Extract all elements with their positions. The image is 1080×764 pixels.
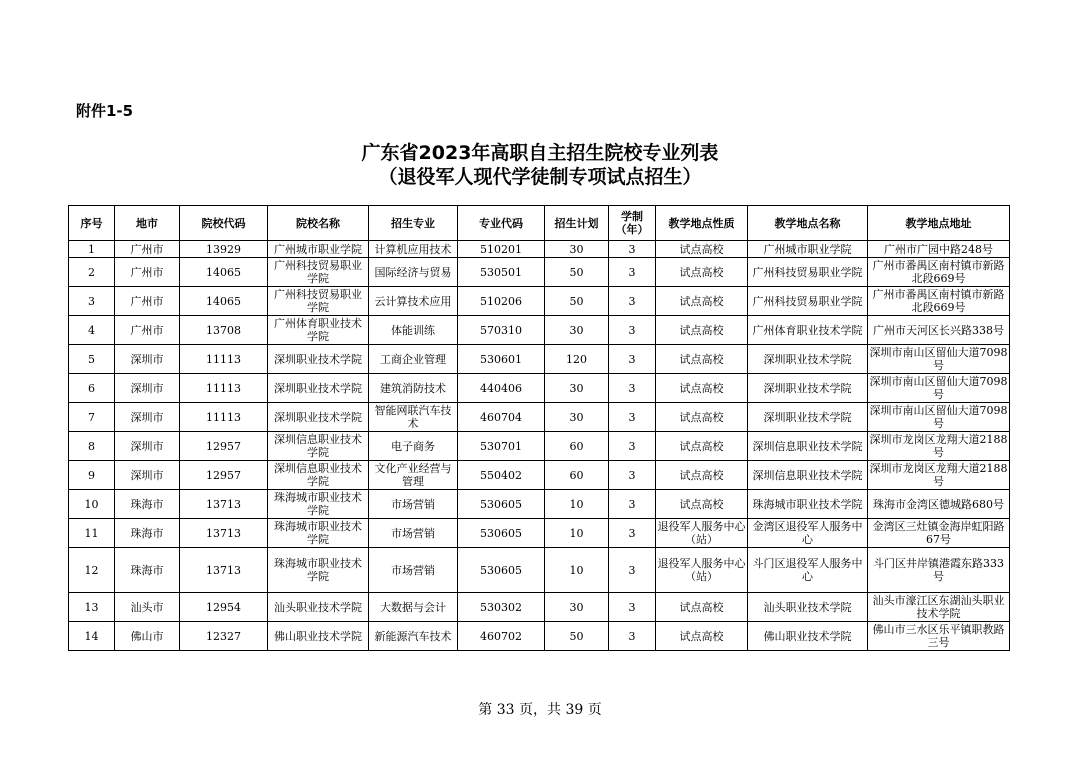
column-header: 教学地点名称 (748, 206, 868, 241)
page-subtitle: （退役军人现代学徒制专项试点招生） (378, 166, 702, 188)
table-cell: 13708 (180, 316, 268, 345)
table-cell: 深圳职业技术学院 (748, 374, 868, 403)
table-cell: 汕头职业技术学院 (268, 593, 369, 622)
table-cell: 广州科技贸易职业学院 (268, 287, 369, 316)
column-header: 专业代码 (458, 206, 545, 241)
table-cell: 试点高校 (656, 403, 748, 432)
table-cell: 50 (545, 287, 609, 316)
table-header-row (69, 206, 1010, 241)
table-cell: 退役军人服务中心（站） (656, 548, 748, 593)
table-cell: 530605 (458, 490, 545, 519)
table-cell: 9 (69, 461, 115, 490)
table-cell: 深圳职业技术学院 (748, 403, 868, 432)
table-cell: 13713 (180, 519, 268, 548)
page-title: 广东省2023年高职自主招生院校专业列表 (361, 142, 719, 164)
table-cell: 深圳市 (115, 461, 180, 490)
table-cell: 珠海市金湾区德城路680号 (868, 490, 1010, 519)
table-cell: 试点高校 (656, 622, 748, 651)
table-cell: 3 (609, 258, 656, 287)
table-cell: 广州市 (115, 241, 180, 258)
column-header: 招生专业 (369, 206, 458, 241)
column-header: 序号 (69, 206, 115, 241)
table-cell: 斗门区退役军人服务中心 (748, 548, 868, 593)
table-cell: 11113 (180, 345, 268, 374)
table-cell: 市场营销 (369, 490, 458, 519)
table-cell: 510206 (458, 287, 545, 316)
table-cell: 30 (545, 316, 609, 345)
table-cell: 电子商务 (369, 432, 458, 461)
table-cell: 文化产业经营与管理 (369, 461, 458, 490)
table-cell: 云计算技术应用 (369, 287, 458, 316)
table-cell: 1 (69, 241, 115, 258)
table-cell: 460702 (458, 622, 545, 651)
table-cell: 3 (609, 345, 656, 374)
table-cell: 珠海市 (115, 490, 180, 519)
column-header: 招生计划 (545, 206, 609, 241)
table-cell: 10 (545, 548, 609, 593)
table-cell: 3 (609, 622, 656, 651)
table-cell: 珠海城市职业技术学院 (268, 490, 369, 519)
table-cell: 深圳市南山区留仙大道7098号 (869, 404, 1008, 430)
table-cell: 8 (69, 432, 115, 461)
table-cell: 11 (69, 519, 115, 548)
table-body (69, 241, 1010, 651)
table-row (69, 316, 1010, 345)
table-cell: 530605 (458, 519, 545, 548)
table-row (69, 374, 1010, 403)
table-cell: 广州科技贸易职业学院 (748, 287, 868, 316)
table-row (69, 345, 1010, 374)
table-cell: 深圳市 (115, 432, 180, 461)
table-row (69, 593, 1010, 622)
table-cell: 12957 (180, 432, 268, 461)
table-cell: 深圳信息职业技术学院 (748, 461, 868, 490)
table-cell: 30 (545, 374, 609, 403)
table-cell: 530701 (458, 432, 545, 461)
table-cell: 10 (545, 519, 609, 548)
table-cell: 广州市 (115, 287, 180, 316)
column-header: 教学地点性质 (656, 206, 748, 241)
table-cell: 试点高校 (656, 258, 748, 287)
table-cell: 广州市 (115, 316, 180, 345)
table-cell: 试点高校 (656, 241, 748, 258)
table-cell: 广州科技贸易职业学院 (268, 258, 369, 287)
table-cell: 530302 (458, 593, 545, 622)
table-cell: 550402 (458, 461, 545, 490)
table-cell: 新能源汽车技术 (369, 622, 458, 651)
table-cell: 440406 (458, 374, 545, 403)
table-cell: 深圳信息职业技术学院 (268, 461, 369, 490)
table-cell: 广州城市职业学院 (268, 241, 369, 258)
table-row (69, 432, 1010, 461)
table-cell: 深圳职业技术学院 (268, 345, 369, 374)
table-cell: 广州市番禺区南村镇市新路北段669号 (868, 258, 1010, 287)
table-cell: 12954 (180, 593, 268, 622)
table-cell: 计算机应用技术 (369, 241, 458, 258)
table-cell: 珠海市 (115, 519, 180, 548)
table-cell: 570310 (458, 316, 545, 345)
table-cell: 广州体育职业技术学院 (748, 316, 868, 345)
table-cell: 13929 (180, 241, 268, 258)
table-cell: 广州市 (115, 258, 180, 287)
table-cell: 4 (69, 316, 115, 345)
table-cell: 530501 (458, 258, 545, 287)
column-header: 教学地点地址 (868, 206, 1010, 241)
table-cell: 3 (609, 316, 656, 345)
table-cell: 60 (545, 461, 609, 490)
table-cell: 广州市广园中路248号 (868, 241, 1010, 258)
table-cell: 珠海城市职业技术学院 (268, 548, 369, 593)
table-cell: 深圳市龙岗区龙翔大道2188号 (869, 462, 1008, 488)
table-cell: 退役军人服务中心（站） (657, 520, 746, 546)
table-row (69, 258, 1010, 287)
table-cell: 佛山市 (115, 622, 180, 651)
table-cell: 12957 (180, 461, 268, 490)
table-cell: 试点高校 (656, 345, 748, 374)
table-cell: 12327 (180, 622, 268, 651)
column-header: 学制（年） (609, 206, 656, 241)
table-cell: 试点高校 (656, 593, 748, 622)
table-cell: 试点高校 (656, 374, 748, 403)
table-row (69, 287, 1010, 316)
table-cell: 深圳市南山区留仙大道7098号 (869, 375, 1008, 401)
table-cell: 60 (545, 432, 609, 461)
table-cell: 3 (609, 287, 656, 316)
table-cell: 460704 (458, 403, 545, 432)
table-cell: 2 (69, 258, 115, 287)
table-row (69, 548, 1010, 593)
table-cell: 广州科技贸易职业学院 (748, 258, 868, 287)
table-cell: 11113 (180, 403, 268, 432)
column-header: 院校名称 (268, 206, 369, 241)
table-cell: 广州市天河区长兴路338号 (868, 316, 1010, 345)
table-row (69, 519, 1010, 548)
table-cell: 510201 (458, 241, 545, 258)
table-cell: 珠海市 (115, 548, 180, 593)
table-cell: 10 (545, 490, 609, 519)
table-cell: 14 (69, 622, 115, 651)
table-cell: 3 (609, 374, 656, 403)
table-cell: 汕头市濠江区东湖汕头职业技术学院 (868, 593, 1010, 622)
table-cell: 建筑消防技术 (369, 374, 458, 403)
table-cell: 3 (609, 490, 656, 519)
table-cell: 金湾区三灶镇金海岸虹阳路67号 (868, 519, 1010, 548)
table-row (69, 403, 1010, 432)
table-cell: 深圳市 (115, 403, 180, 432)
column-header: 地市 (115, 206, 180, 241)
table-cell: 30 (545, 403, 609, 432)
table-cell: 50 (545, 622, 609, 651)
table-cell: 6 (69, 374, 115, 403)
table-cell: 金湾区退役军人服务中心 (748, 519, 868, 548)
table-cell: 深圳市 (115, 345, 180, 374)
table-cell: 试点高校 (656, 461, 748, 490)
table-cell: 深圳市 (115, 374, 180, 403)
table-cell: 14065 (180, 258, 268, 287)
table-cell: 体能训练 (369, 316, 458, 345)
table-cell: 7 (69, 403, 115, 432)
table-cell: 3 (609, 241, 656, 258)
table-cell: 120 (545, 345, 609, 374)
table-cell: 深圳职业技术学院 (748, 345, 868, 374)
table-cell: 智能网联汽车技术 (369, 403, 458, 432)
table-cell: 3 (609, 461, 656, 490)
table-cell: 佛山市三水区乐平镇职教路三号 (868, 622, 1010, 651)
table-cell: 3 (609, 403, 656, 432)
page-footer: 第 33 页，共 39 页 (478, 702, 602, 718)
attachment-label: 附件1-5 (76, 102, 134, 120)
table-cell: 汕头市 (115, 593, 180, 622)
table-cell: 3 (609, 432, 656, 461)
table-cell: 3 (609, 519, 656, 548)
table-row (69, 490, 1010, 519)
table-cell: 珠海城市职业技术学院 (268, 519, 369, 548)
table-cell: 市场营销 (369, 548, 458, 593)
table-cell: 深圳信息职业技术学院 (748, 432, 868, 461)
table-cell: 深圳市龙岗区龙翔大道2188号 (869, 433, 1008, 459)
table-cell: 3 (609, 593, 656, 622)
table-cell: 汕头职业技术学院 (748, 593, 868, 622)
table-cell: 深圳职业技术学院 (268, 374, 369, 403)
table-cell: 50 (545, 258, 609, 287)
table-cell: 12 (69, 548, 115, 593)
table-cell: 广州城市职业学院 (748, 241, 868, 258)
table-cell: 13713 (180, 548, 268, 593)
table-cell: 工商企业管理 (369, 345, 458, 374)
program-table (68, 205, 1010, 651)
table-cell: 14065 (180, 287, 268, 316)
table-cell: 10 (69, 490, 115, 519)
table-cell: 5 (69, 345, 115, 374)
table-cell: 530601 (458, 345, 545, 374)
table-cell: 深圳市南山区留仙大道7098号 (869, 346, 1008, 372)
table-cell: 30 (545, 241, 609, 258)
column-header: 院校代码 (180, 206, 268, 241)
table-cell: 广州市番禺区南村镇市新路北段669号 (868, 287, 1010, 316)
table-cell: 530605 (458, 548, 545, 593)
table-cell: 试点高校 (656, 316, 748, 345)
table-cell: 国际经济与贸易 (369, 258, 458, 287)
table-cell: 佛山职业技术学院 (748, 622, 868, 651)
table-cell: 30 (545, 593, 609, 622)
table-cell: 深圳职业技术学院 (268, 403, 369, 432)
table-cell: 市场营销 (369, 519, 458, 548)
table-cell: 试点高校 (656, 490, 748, 519)
table-cell: 3 (69, 287, 115, 316)
table-cell: 试点高校 (656, 432, 748, 461)
table-cell: 广州体育职业技术学院 (268, 316, 369, 345)
table-cell: 珠海城市职业技术学院 (748, 490, 868, 519)
table-row (69, 241, 1010, 258)
table-cell: 13713 (180, 490, 268, 519)
table-cell: 斗门区井岸镇港霞东路333号 (868, 548, 1010, 593)
table-row (69, 461, 1010, 490)
table-cell: 佛山职业技术学院 (268, 622, 369, 651)
table-cell: 深圳信息职业技术学院 (268, 432, 369, 461)
table-cell: 11113 (180, 374, 268, 403)
table-cell: 13 (69, 593, 115, 622)
table-row (69, 622, 1010, 651)
table-cell: 试点高校 (656, 287, 748, 316)
table-cell: 大数据与会计 (369, 593, 458, 622)
table-cell: 3 (609, 548, 656, 593)
